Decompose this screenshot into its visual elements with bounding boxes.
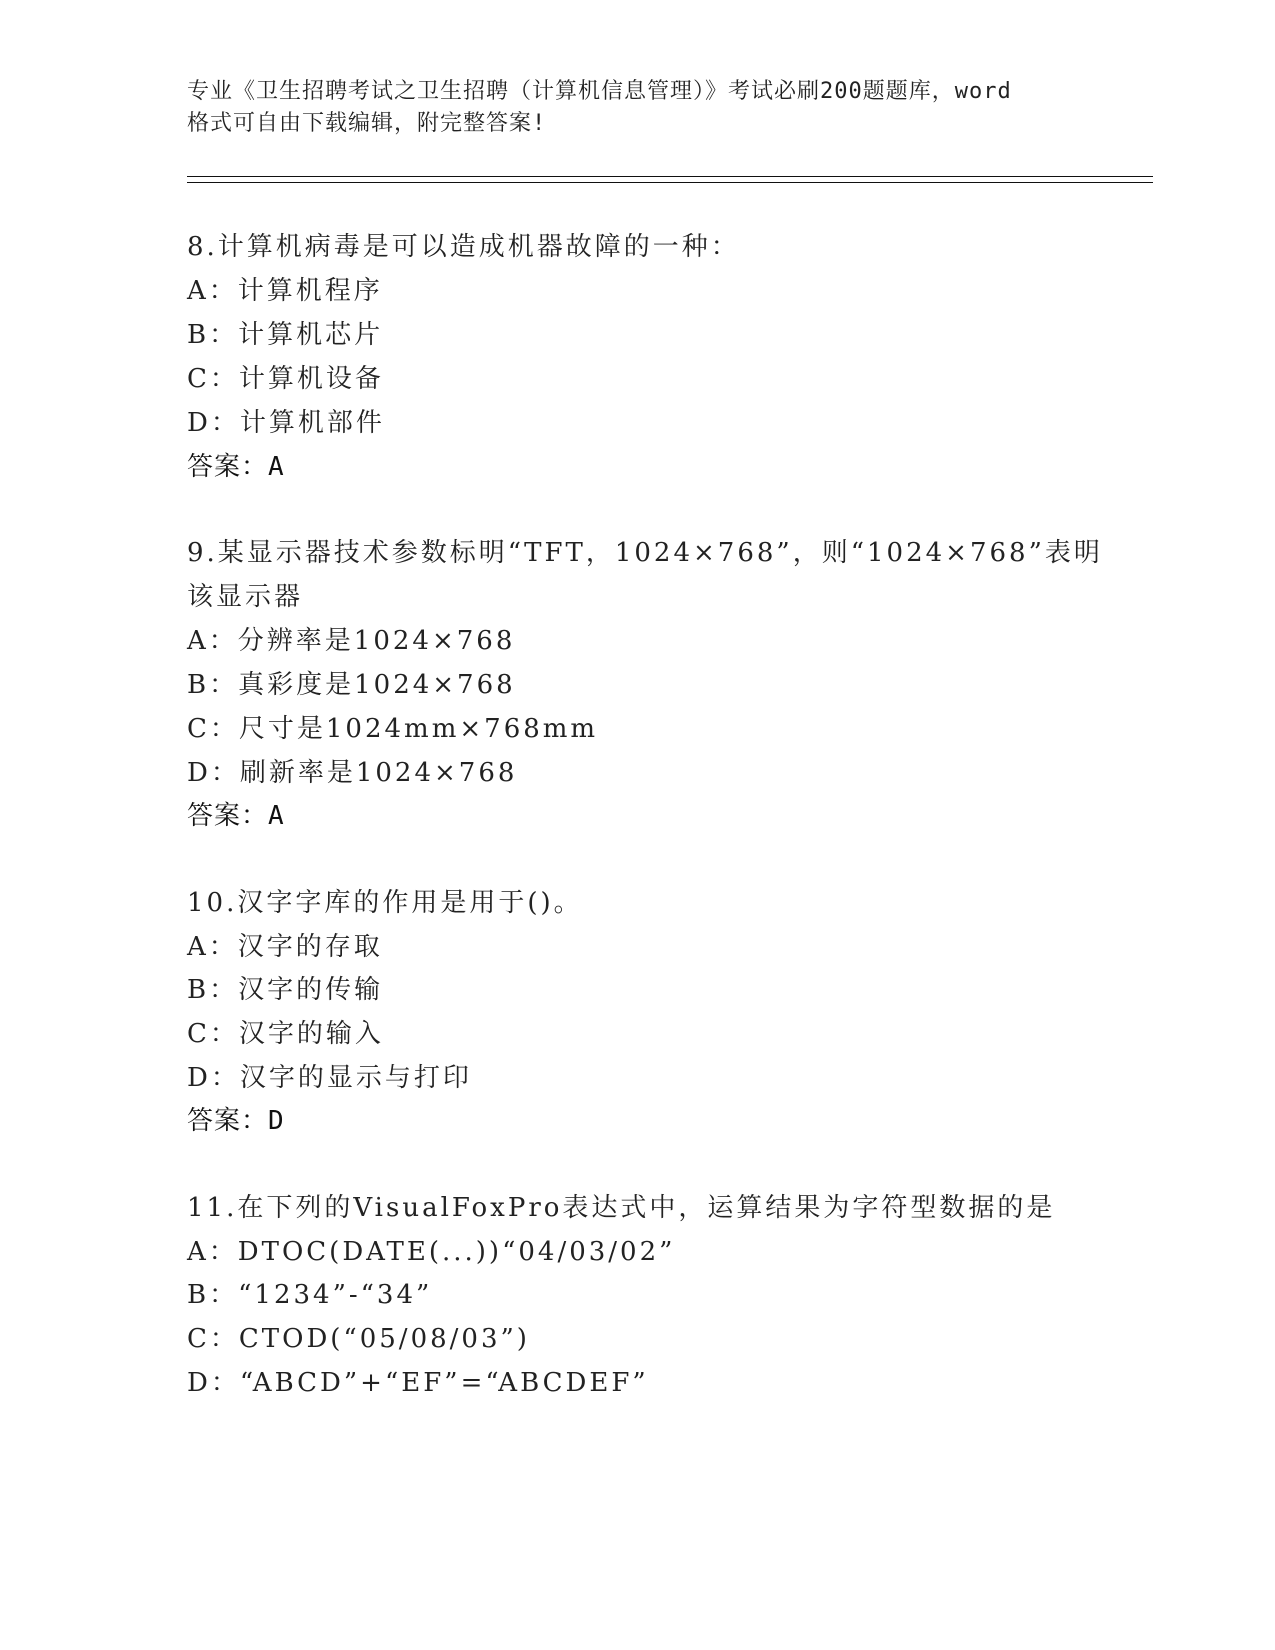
question-9-option-c: C：尺寸是1024mm×768mm xyxy=(187,714,599,744)
question-11-option-b: B：“1234”-“34” xyxy=(187,1280,433,1310)
question-8-option-b: B：计算机芯片 xyxy=(187,320,384,350)
question-10-option-d: D：汉字的显示与打印 xyxy=(187,1063,472,1093)
question-8-option-d: D：计算机部件 xyxy=(187,408,385,438)
question-10-answer: 答案：D xyxy=(187,1106,285,1136)
question-10-option-a: A：汉字的存取 xyxy=(187,932,383,962)
question-8-stem: 8.计算机病毒是可以造成机器故障的一种： xyxy=(187,232,740,262)
question-9-option-b: B：真彩度是1024×768 xyxy=(187,670,516,700)
header-divider-top xyxy=(187,176,1153,177)
question-8-option-c: C：计算机设备 xyxy=(187,364,384,394)
header-line-1: 专业《卫生招聘考试之卫生招聘（计算机信息管理）》考试必刷200题题库，word xyxy=(187,79,1012,104)
question-9-stem-line-2: 该显示器 xyxy=(187,582,304,612)
question-10-option-c: C：汉字的输入 xyxy=(187,1019,384,1049)
question-9-stem-line-1: 9.某显示器技术参数标明“TFT，1024×768”，则“1024×768”表明 xyxy=(187,538,1103,568)
question-11-option-d: D：“ABCD”+“EF”=“ABCDEF” xyxy=(187,1368,649,1398)
question-8-answer: 答案：A xyxy=(187,452,285,482)
question-11-stem: 11.在下列的VisualFoxPro表达式中，运算结果为字符型数据的是 xyxy=(187,1193,1056,1223)
question-10-stem: 10.汉字字库的作用是用于()。 xyxy=(187,888,583,918)
question-9-option-a: A：分辨率是1024×768 xyxy=(187,626,516,656)
question-11-option-c: C：CTOD(“05/08/03”) xyxy=(187,1324,530,1354)
document-header xyxy=(187,76,1087,140)
question-9-answer: 答案：A xyxy=(187,801,285,831)
header-line-2: 格式可自由下载编辑，附完整答案! xyxy=(187,111,547,136)
question-9-option-d: D：刷新率是1024×768 xyxy=(187,758,518,788)
question-10-option-b: B：汉字的传输 xyxy=(187,975,384,1005)
header-divider-bottom xyxy=(187,182,1153,183)
question-11-option-a: A：DTOC(DATE(...))“04/03/02” xyxy=(187,1237,676,1267)
question-8-option-a: A：计算机程序 xyxy=(187,276,383,306)
